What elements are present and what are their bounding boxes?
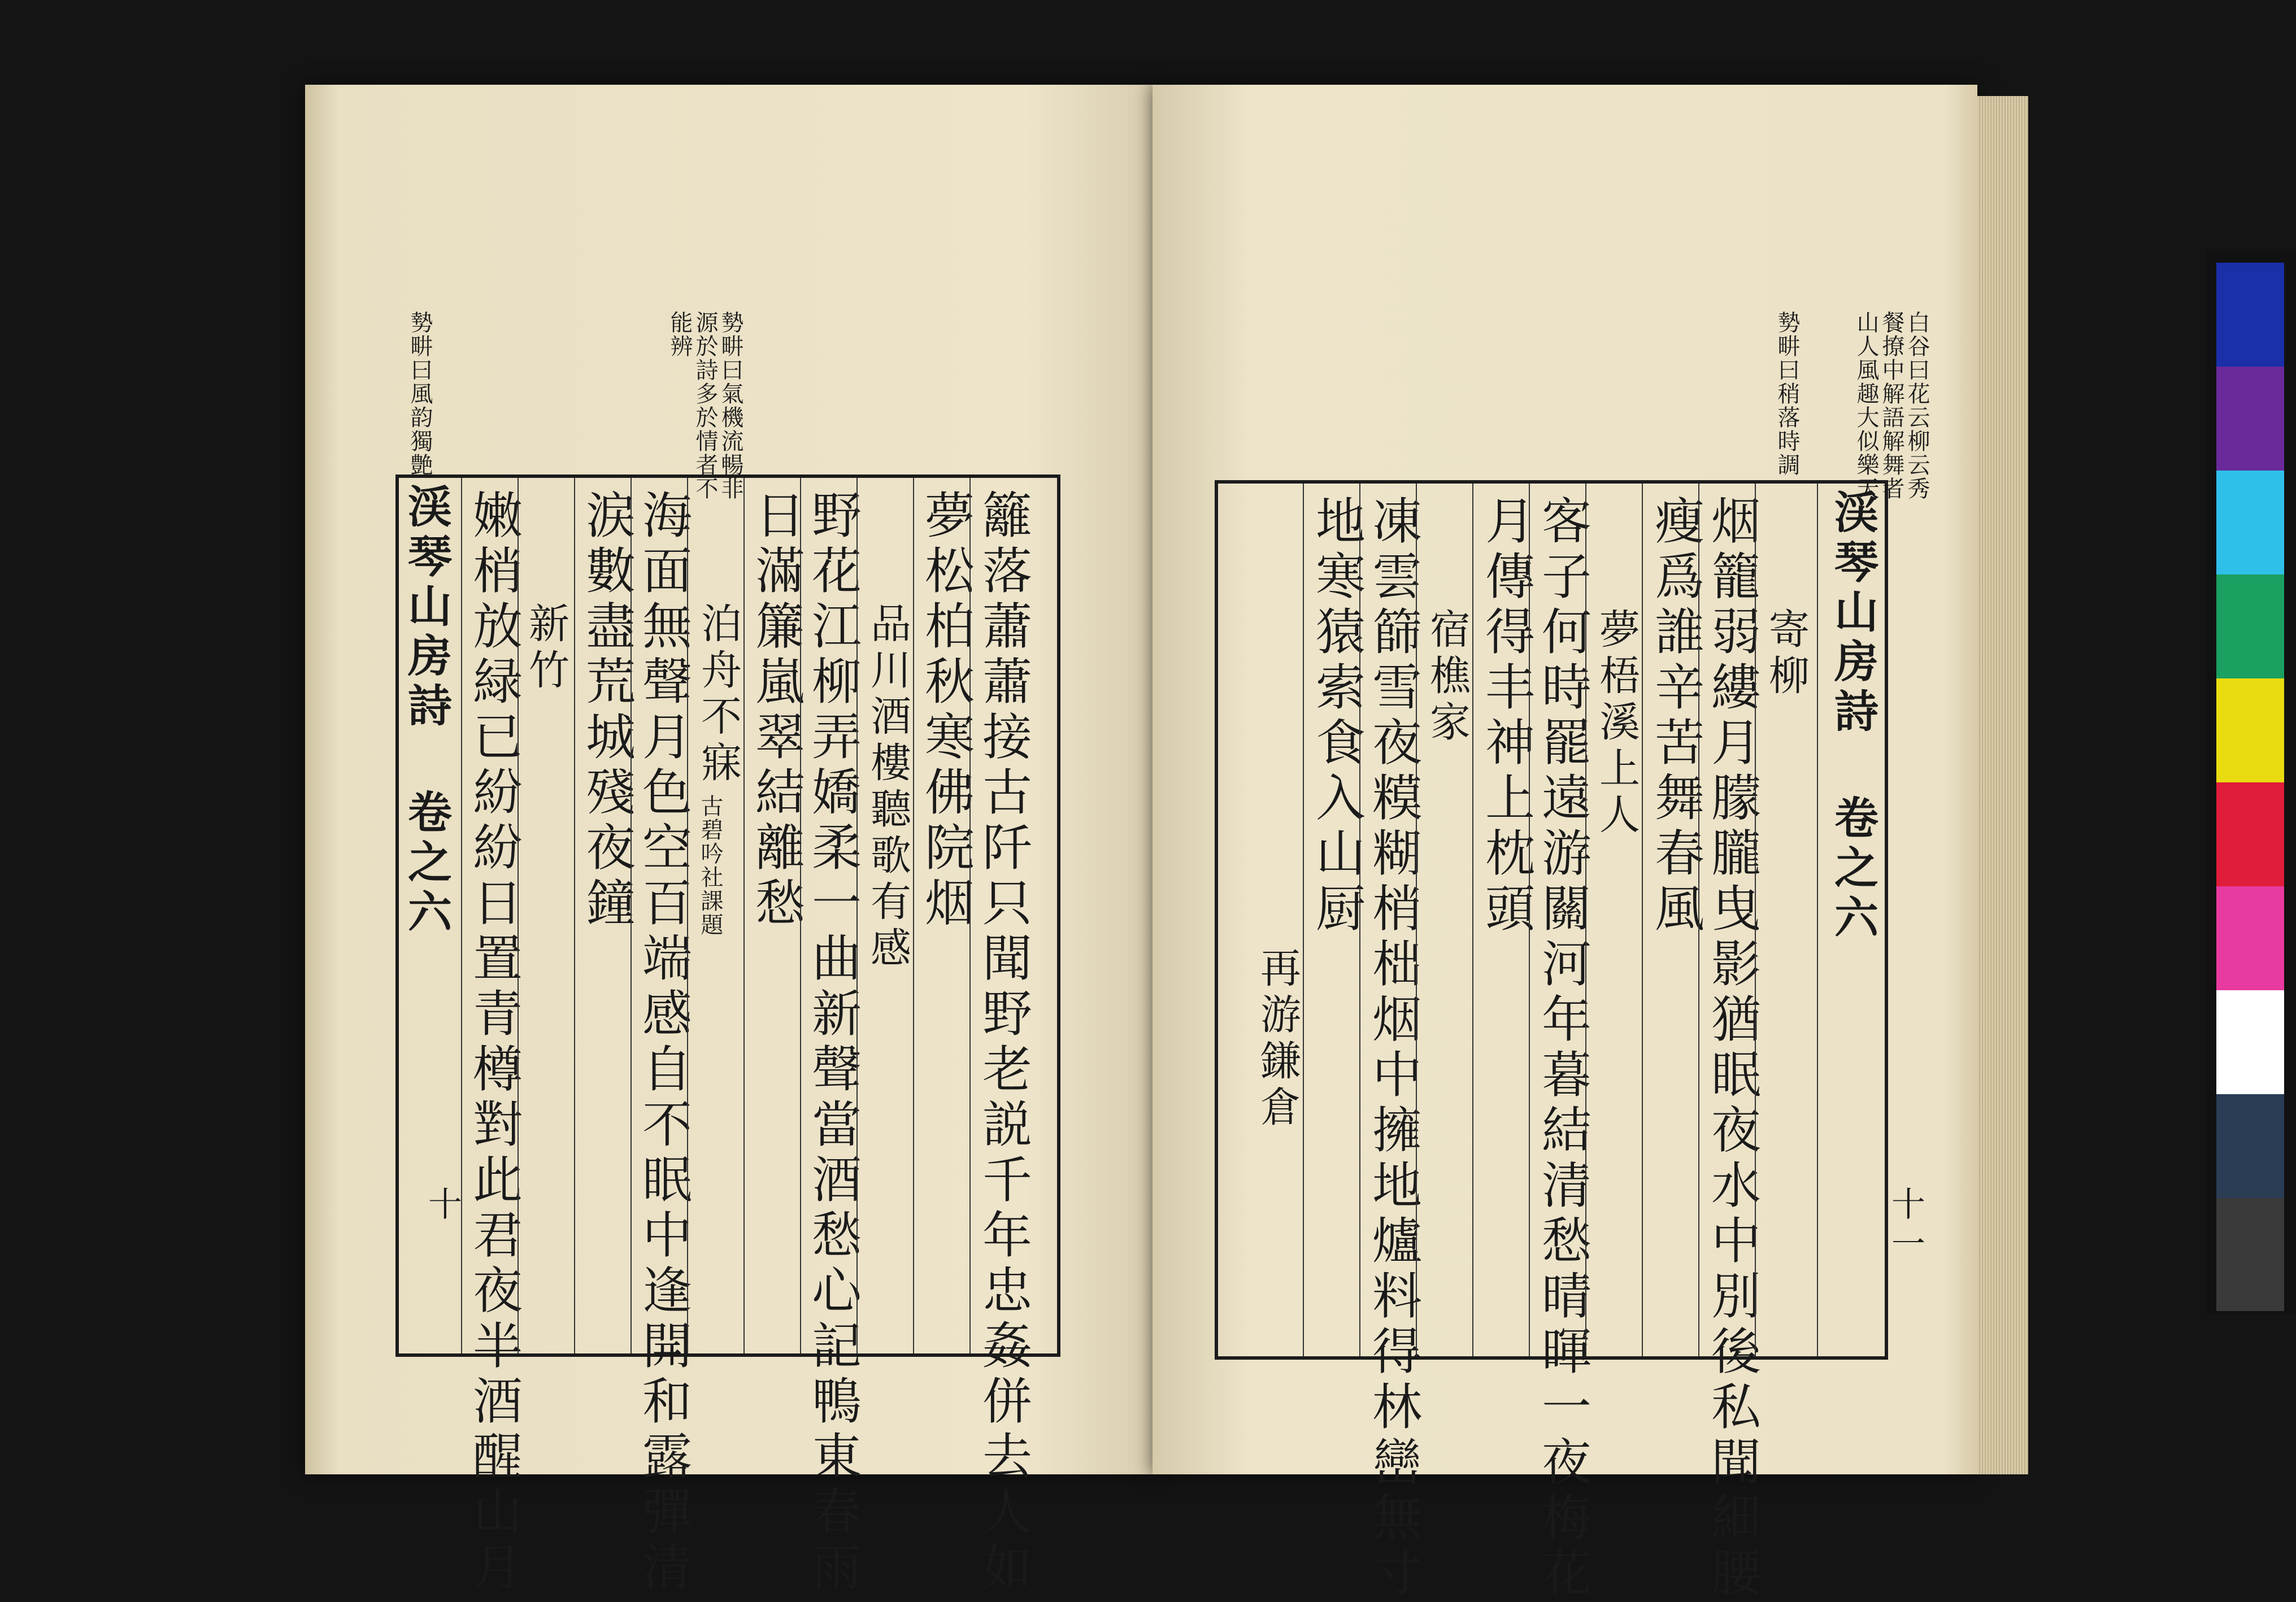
color-patch (2216, 990, 2284, 1103)
right-commentary-2c: 山人風趣大似樂天 (1853, 311, 1879, 500)
right-commentary-2b: 餐撩中解語解舞者 (1878, 311, 1904, 500)
left-folio: 十 (423, 1186, 462, 1226)
color-calibration-card (2206, 251, 2296, 1313)
left-col-6: 泊舟不寐 (694, 602, 742, 787)
left-col-5: 日滿簾嵐翠結離愁 (747, 489, 806, 932)
right-col-10: 再游鎌倉 (1254, 947, 1301, 1132)
left-col-1: 籬落蕭蕭接古阡只聞野老説千年忠姦併去人如 (975, 489, 1033, 1596)
left-col-10: 新竹 (522, 602, 569, 695)
left-commentary-2a: 𫝑畊曰氣機流暢非 (718, 311, 743, 500)
right-col-5: 客子何時罷遠游關河年暮結清愁晴暉一夜梅花 (1534, 495, 1592, 1602)
left-commentary-2c: 能辨 (667, 311, 693, 358)
color-patch (2216, 886, 2284, 999)
left-page (305, 85, 1153, 1596)
left-col-11: 嫩梢放緑已紛紛日置青樽對此君夜半酒醒山月 (465, 489, 523, 1596)
left-col-2: 夢松柏秋寒佛院烟 (917, 489, 975, 932)
right-col-3: 瘦爲誰辛苦舞春風 (1647, 495, 1705, 938)
right-page (1153, 85, 1977, 1602)
right-col-6: 月傳得丰神上枕頭 (1477, 495, 1536, 938)
right-col-2: 烟籠弱縷月朦朧曳影猶眠夜水中別後私聞細腰 (1703, 495, 1762, 1602)
page-edges (1977, 96, 2028, 1474)
right-commentary-1: 𫝑畊曰稍落時調 (1774, 311, 1800, 477)
left-col-4: 野花江柳弄嬌柔一曲新聲當酒愁心記鴨東春雨 (804, 489, 862, 1596)
right-col-9: 地寒猿索食入山厨 (1308, 495, 1366, 938)
color-patch (2216, 263, 2284, 376)
left-commentary-1: 𫝑畊曰風韵獨艶 (407, 311, 433, 477)
color-patch (2216, 1094, 2284, 1207)
color-patch (2216, 1198, 2284, 1311)
color-patch (2216, 782, 2284, 895)
left-header: 渓琴山房詩 卷之六 (401, 484, 452, 938)
right-header: 渓琴山房詩 卷之六 (1827, 489, 1878, 944)
right-commentary-2a: 白谷曰花云柳云秀 (1904, 311, 1930, 500)
right-folio: 十一 (1886, 1186, 1925, 1265)
left-text-frame (395, 474, 1060, 1596)
right-col-8: 凍雲篩雪夜糢糊梢柮烟中擁地爐料得林巒無寸 (1364, 495, 1423, 1602)
left-col-7: 古碧吟社課題 (697, 794, 723, 937)
left-commentary-2b: 源於詩多於情者不 (692, 311, 718, 500)
left-col-9: 涙數盡荒城殘夜鐘 (578, 489, 636, 932)
color-patch (2216, 678, 2284, 791)
color-patch (2216, 574, 2284, 687)
color-patch (2216, 367, 2284, 480)
right-col-4: 夢梧溪上人 (1593, 608, 1640, 839)
right-col-1: 寄柳 (1762, 608, 1810, 700)
right-col-7: 宿樵家 (1423, 608, 1471, 747)
right-text-frame (1215, 480, 1888, 1602)
color-patch (2216, 471, 2284, 584)
left-col-8: 海面無聲月色空百端感自不眠中逢開和露彈清 (634, 489, 693, 1596)
open-book (305, 51, 2249, 1602)
left-col-3: 品川酒樓聽歌有感 (864, 602, 911, 973)
